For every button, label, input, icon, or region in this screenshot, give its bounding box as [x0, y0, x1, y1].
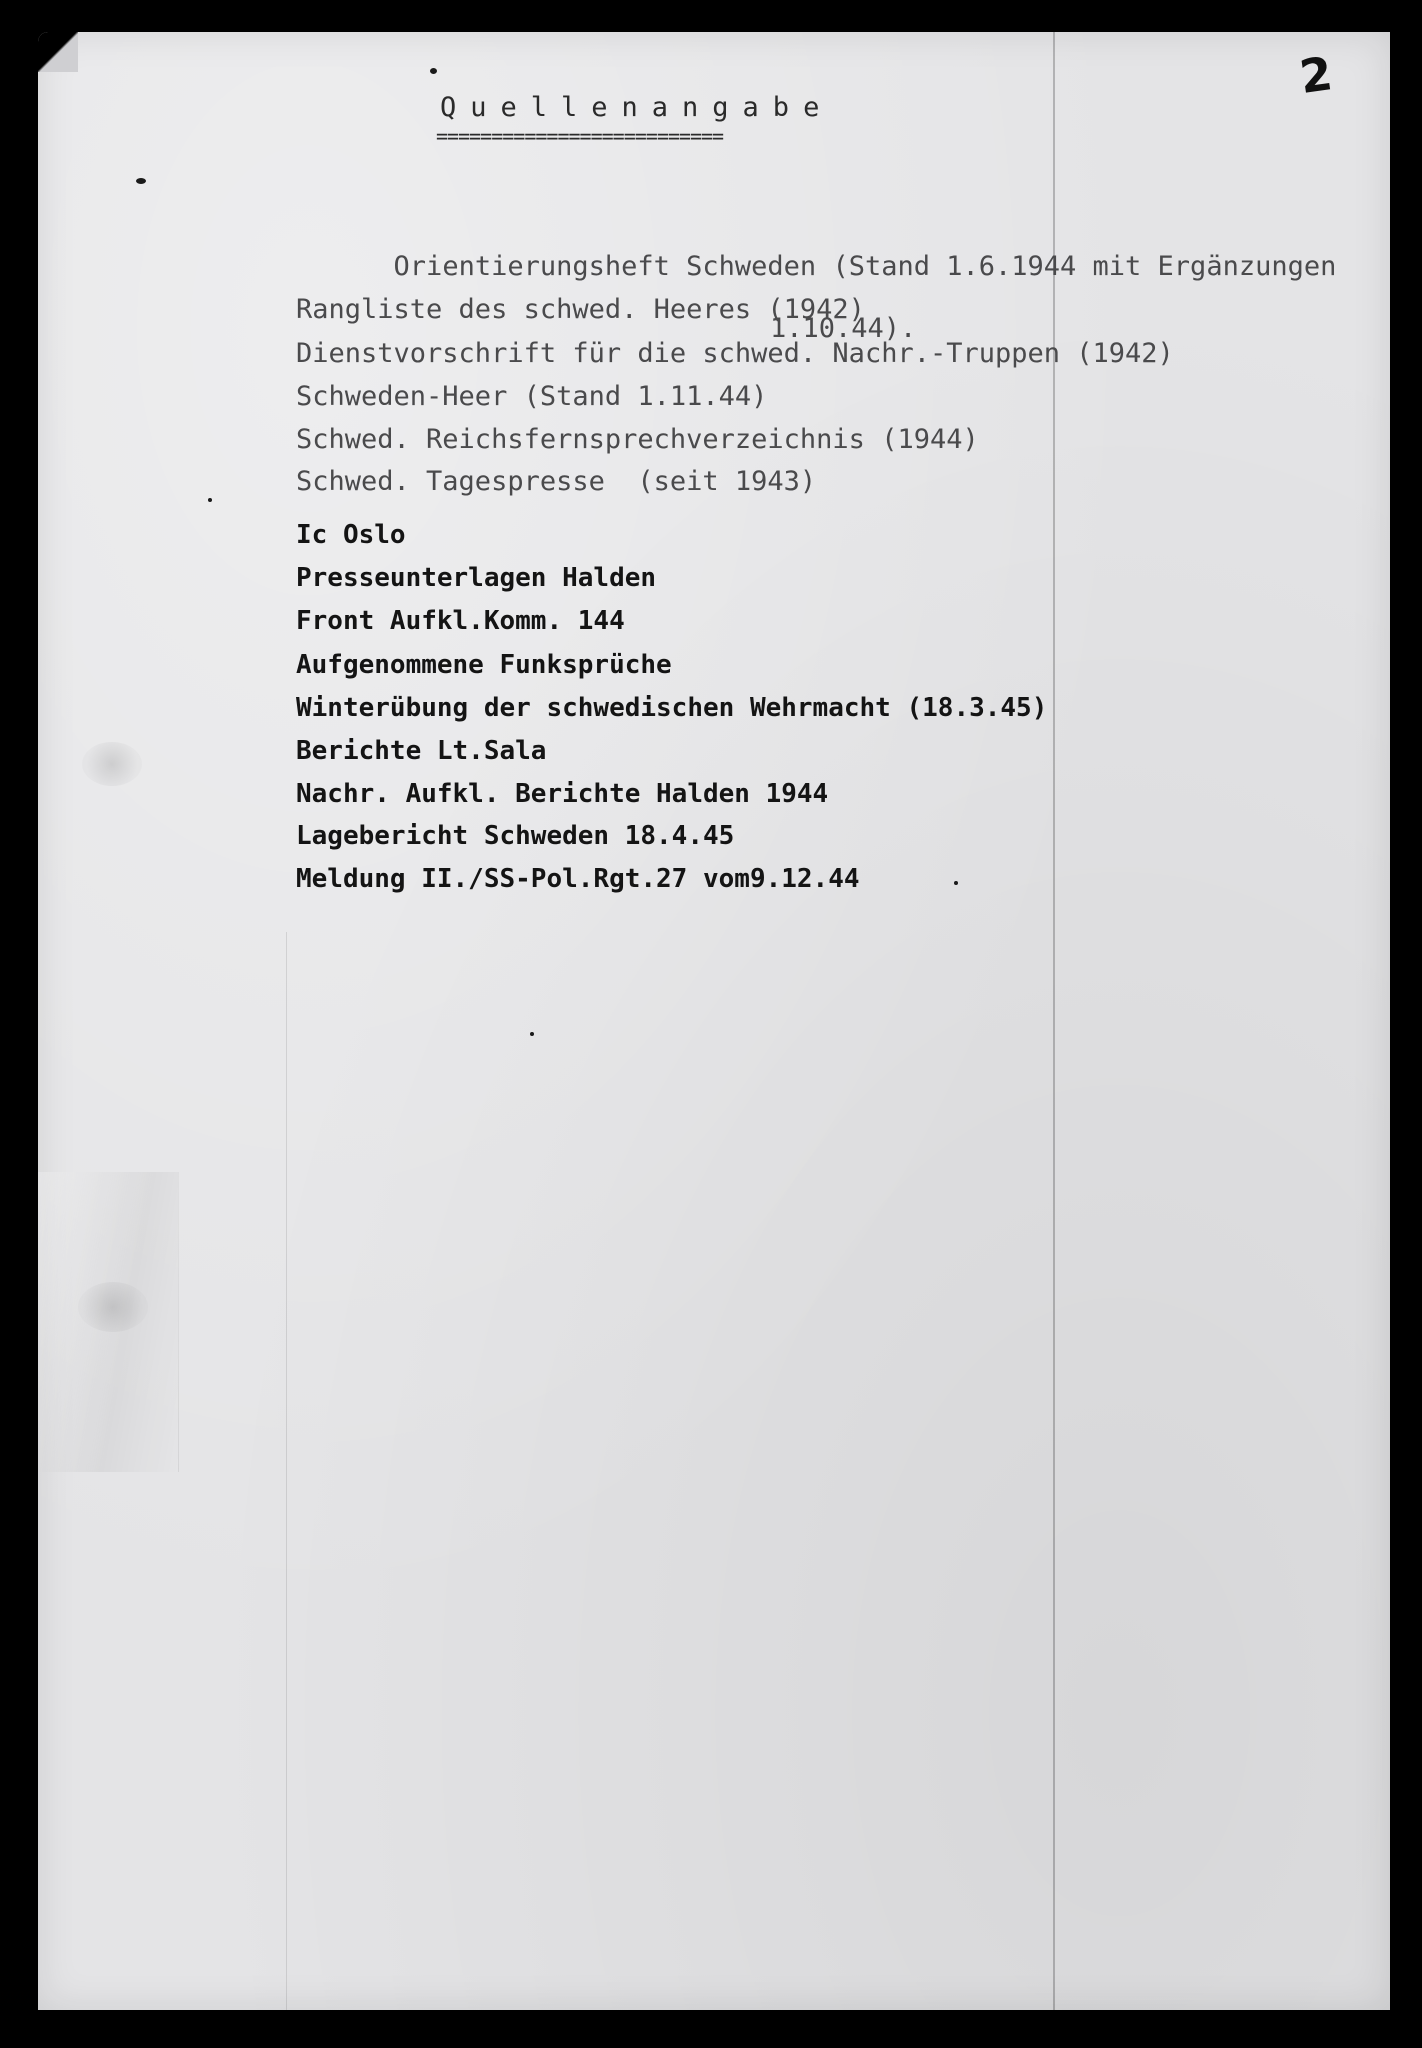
source-list	[296, 32, 1376, 2010]
source-item: Aufgenommene Funksprüche	[296, 650, 672, 680]
title-underline: ==========================	[436, 124, 724, 148]
source-item: Berichte Lt.Sala	[296, 736, 547, 766]
source-item: Nachr. Aufkl. Berichte Halden 1944	[296, 779, 829, 809]
page-margin-line	[286, 932, 287, 2010]
source-item: Rangliste des schwed. Heeres (1942)	[296, 294, 865, 325]
source-item: Schweden-Heer (Stand 1.11.44)	[296, 381, 768, 412]
document-page	[38, 32, 1390, 2010]
source-item: Schwed. Tagespresse (seit 1943)	[296, 466, 817, 497]
page-corner-tear	[38, 32, 78, 72]
source-item: Schwed. Reichsfernsprechverzeichnis (1944)	[296, 424, 979, 455]
source-item: Dienstvorschrift für die schwed. Nachr.-Truppen (1942)	[296, 338, 1174, 369]
page-title: Quellenangabe	[440, 92, 834, 123]
source-item: Lagebericht Schweden 18.4.45	[296, 821, 735, 851]
ink-speck	[208, 498, 212, 502]
ink-speck	[136, 178, 146, 184]
source-item: Front Aufkl.Komm. 144	[296, 606, 625, 636]
source-item-continuation: 1.10.44).	[770, 313, 917, 344]
punch-hole-mark	[82, 742, 142, 786]
source-item: Meldung II./SS-Pol.Rgt.27 vom9.12.44	[296, 864, 860, 894]
source-item-text: Orientierungsheft Schweden (Stand 1.6.1944 mit Ergänzungen	[393, 251, 1337, 282]
punch-hole-mark	[78, 1282, 148, 1332]
source-item: Ic Oslo	[296, 520, 406, 550]
source-item: Presseunterlagen Halden	[296, 563, 657, 593]
page-number: 2	[1296, 46, 1336, 104]
source-item: Winterübung der schwedischen Wehrmacht (18.3.45)	[296, 693, 1048, 723]
